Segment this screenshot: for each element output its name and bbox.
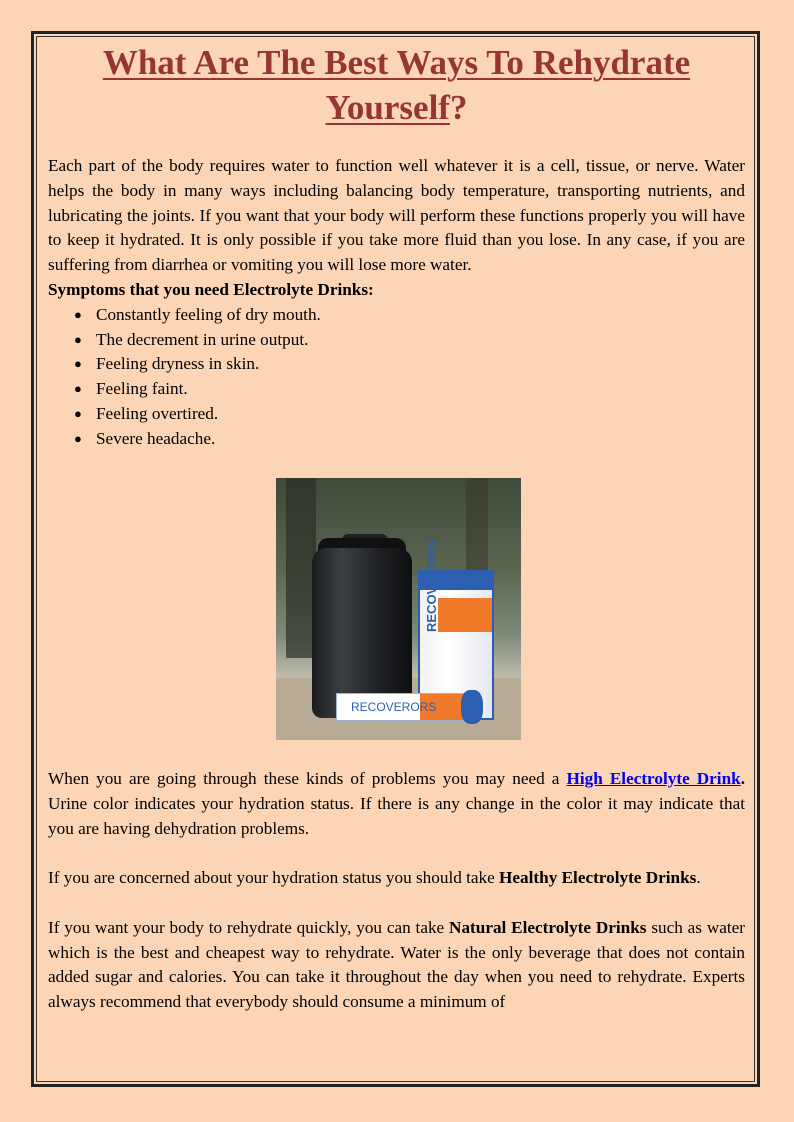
paragraph-electrolyte-drink: When you are going through these kinds of problems you may need a High Electrolyte Drink. Urine color indicates your hydration status. If there is any change in the color it may indicate that you are having dehydration problems.	[48, 769, 745, 838]
product-photo	[276, 478, 521, 740]
list-item: ● Feeling overtired.	[48, 402, 745, 427]
list-item: ● The decrement in urine output.	[48, 328, 745, 353]
list-item: ● Constantly feeling of dry mouth.	[48, 303, 745, 328]
natural-electrolyte-drinks-bold: Natural Electrolyte Drinks	[449, 917, 647, 937]
product-stick-pack	[336, 693, 476, 721]
bullet-icon: ●	[74, 381, 82, 397]
intro-paragraph: Each part of the body requires water to function well whatever it is a cell, tissue, or nerve. Water helps the body in many ways including balancing body temperature, transporting nutrients, and lubricating the joints. If you want that your body will perform these functions properly you will have to keep it hydrated. It is only possible if you take more fluid than you lose. In any case, if you are suffering from diarrhea or vomiting you will lose more water.	[48, 156, 745, 275]
page-title	[48, 40, 745, 130]
title-line-1: What Are The Best Ways To Rehydrate	[102, 43, 691, 82]
stick-brand-text: RECOVERORS	[351, 700, 437, 714]
stick-badge	[461, 690, 483, 724]
list-item: ● Feeling dryness in skin.	[48, 352, 745, 377]
symptoms-heading: Symptoms that you need Electrolyte Drinks:	[48, 279, 374, 299]
list-item: ● Severe headache.	[48, 427, 745, 452]
content-top	[48, 40, 745, 452]
bullet-icon: ●	[74, 331, 82, 347]
box-label	[438, 598, 492, 632]
list-item: ● Feeling faint.	[48, 377, 745, 402]
box-brand-text: RECOVERORS	[424, 539, 439, 632]
title-line-2: Yourself	[325, 88, 450, 127]
bullet-icon: ●	[74, 356, 82, 372]
paragraph-hydration-status: If you are concerned about your hydration status you should take Healthy Electrolyte Drinks.	[48, 868, 701, 888]
content-bottom	[48, 767, 745, 1015]
healthy-electrolyte-drinks-bold: Healthy Electrolyte Drinks	[499, 868, 697, 888]
high-electrolyte-drink-link[interactable]: High Electrolyte Drink	[566, 769, 741, 788]
title-question-mark: ?	[449, 88, 468, 127]
bullet-icon: ●	[74, 430, 82, 446]
symptoms-list	[48, 303, 745, 452]
paragraph-rehydrate-quickly: If you want your body to rehydrate quickly, you can take Natural Electrolyte Drinks such as water which is the best and cheapest way to rehydrate. Water is the only beverage that does not contain added sugar and calories. You can take it throughout the day when you need to rehydrate. Experts always recommend that everybody should consume a minimum of	[48, 917, 745, 1012]
bullet-icon: ●	[74, 405, 82, 421]
bullet-icon: ●	[74, 306, 82, 322]
